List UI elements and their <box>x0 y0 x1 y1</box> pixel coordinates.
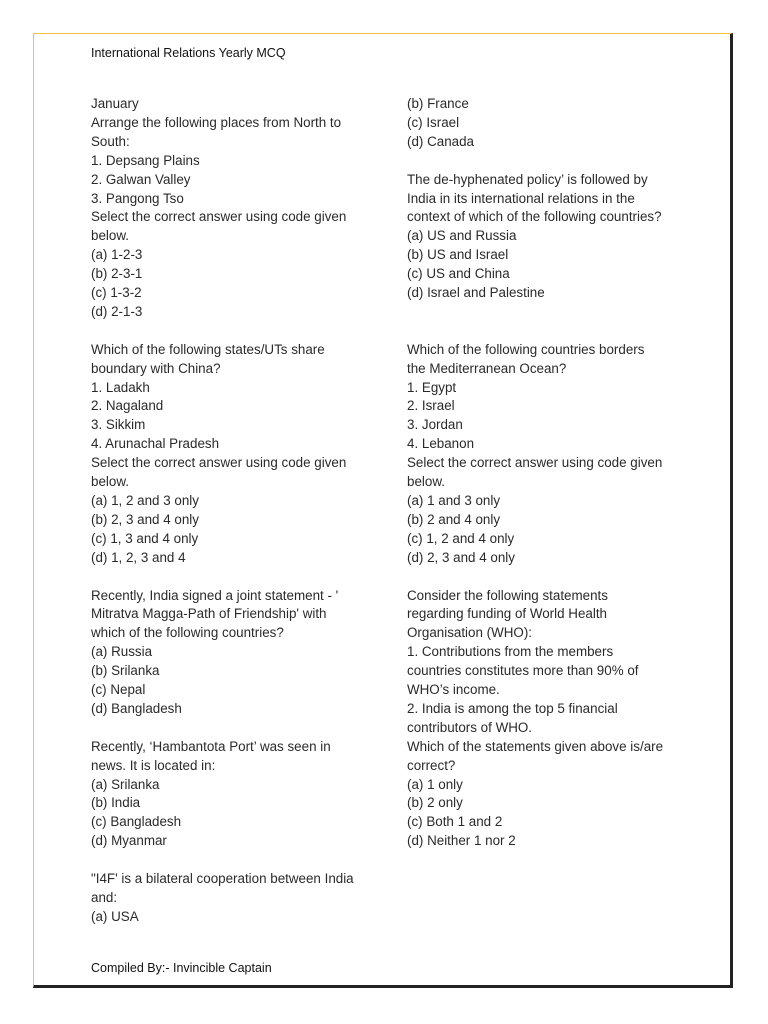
text-line: (d) Myanmar <box>91 833 167 849</box>
text-line: Select the correct answer using code given <box>91 209 347 225</box>
text-line: (a) Srilanka <box>91 776 160 792</box>
text-line: 4. Arunachal Pradesh <box>91 436 220 452</box>
text-line: "I4F' is a bilateral cooperation between India <box>91 871 354 887</box>
document-page <box>33 33 733 988</box>
text-line: (a) US and Russia <box>407 228 517 244</box>
text-line: countries constitutes more than 90% of <box>407 663 639 679</box>
text-line: (d) 1, 2, 3 and 4 <box>91 549 186 565</box>
line-spacer <box>91 719 381 738</box>
text-line: 3. Pangong Tso <box>91 190 184 206</box>
text-line: 4. Lebanon <box>407 436 475 452</box>
line-spacer <box>407 152 697 171</box>
text-line: Which of the statements given above is/are <box>407 738 664 754</box>
text-line: Mitratva Magga-Path of Friendship' with <box>91 606 327 622</box>
text-line: (a) 1 and 3 only <box>407 492 501 508</box>
text-line: news. It is located in: <box>91 757 216 773</box>
text-line: (b) US and Israel <box>407 247 509 263</box>
text-line: (c) 1-3-2 <box>91 285 142 301</box>
text-line: (d) Israel and Palestine <box>407 285 545 301</box>
text-line: (b) India <box>91 795 141 811</box>
text-line: (b) 2, 3 and 4 only <box>91 511 199 527</box>
text-line: (c) Israel <box>407 114 460 130</box>
text-line: 1. Egypt <box>407 379 457 395</box>
text-line: (c) Nepal <box>91 682 146 698</box>
right-column <box>407 95 697 851</box>
text-line: regarding funding of World Health <box>407 606 607 622</box>
text-line: Recently, India signed a joint statement - ' <box>91 587 339 603</box>
text-line: 3. Jordan <box>407 417 463 433</box>
text-line: 1. Depsang Plains <box>91 152 200 168</box>
text-line: 1. Contributions from the members <box>407 644 614 660</box>
left-column <box>91 95 381 927</box>
text-line: context of which of the following countries? <box>407 209 662 225</box>
text-line: Select the correct answer using code given <box>407 455 663 471</box>
text-line: (b) 2 and 4 only <box>407 511 501 527</box>
line-spacer <box>407 303 697 322</box>
text-line: 1. Ladakh <box>91 379 150 395</box>
text-line: The de-hyphenated policy’ is followed by <box>407 171 648 187</box>
text-line: 2. India is among the top 5 financial <box>407 700 618 716</box>
page-footer: Compiled By:- Invincible Captain <box>91 961 272 975</box>
text-line: Arrange the following places from North to <box>91 114 342 130</box>
text-line: 2. Nagaland <box>91 398 164 414</box>
line-spacer <box>91 851 381 870</box>
text-line: (b) 2 only <box>407 795 463 811</box>
text-line: Which of the following states/UTs share <box>91 341 325 357</box>
text-line: the Mediterranean Ocean? <box>407 360 567 376</box>
text-line: (d) 2, 3 and 4 only <box>407 549 515 565</box>
text-line: (c) Bangladesh <box>91 814 182 830</box>
text-line: (c) 1, 3 and 4 only <box>91 530 199 546</box>
line-spacer <box>91 322 381 341</box>
text-line: India in its international relations in the <box>407 190 635 206</box>
text-line: 2. Israel <box>407 398 455 414</box>
text-line: South: <box>91 133 130 149</box>
text-line: (b) 2-3-1 <box>91 266 143 282</box>
text-line: Select the correct answer using code given <box>91 455 347 471</box>
text-line: (d) Canada <box>407 133 474 149</box>
text-line: (a) 1 only <box>407 776 463 792</box>
text-line: January <box>91 96 139 111</box>
text-line: below. <box>91 228 129 244</box>
text-line: (b) France <box>407 96 469 111</box>
text-line: (d) 2-1-3 <box>91 303 143 319</box>
text-line: (d) Neither 1 nor 2 <box>407 833 516 849</box>
line-spacer <box>407 322 697 341</box>
text-line: 3. Sikkim <box>91 417 146 433</box>
text-line: and: <box>91 890 118 905</box>
text-line: correct? <box>407 757 456 773</box>
text-line: below. <box>91 474 129 490</box>
text-line: boundary with China? <box>91 360 221 376</box>
text-line: Which of the following countries borders <box>407 341 645 357</box>
line-spacer <box>91 568 381 587</box>
text-line: below. <box>407 474 445 490</box>
text-line: (a) Russia <box>91 644 153 660</box>
text-line: (a) 1-2-3 <box>91 247 143 263</box>
text-line: (a) USA <box>91 908 139 924</box>
text-line: (c) 1, 2 and 4 only <box>407 530 515 546</box>
text-line: (c) US and China <box>407 266 510 282</box>
text-line: WHO’s income. <box>407 682 500 698</box>
line-spacer <box>407 568 697 587</box>
text-line: (d) Bangladesh <box>91 700 182 716</box>
page-header: International Relations Yearly MCQ <box>91 46 286 60</box>
text-line: Consider the following statements <box>407 587 608 603</box>
text-line: (b) Srilanka <box>91 663 160 679</box>
text-line: contributors of WHO. <box>407 719 533 735</box>
text-line: Organisation (WHO): <box>407 625 533 641</box>
text-line: Recently, ‘Hambantota Port’ was seen in <box>91 738 331 754</box>
text-line: 2. Galwan Valley <box>91 171 191 187</box>
text-line: (a) 1, 2 and 3 only <box>91 493 199 509</box>
text-line: (c) Both 1 and 2 <box>407 814 503 830</box>
text-line: which of the following countries? <box>91 625 284 641</box>
